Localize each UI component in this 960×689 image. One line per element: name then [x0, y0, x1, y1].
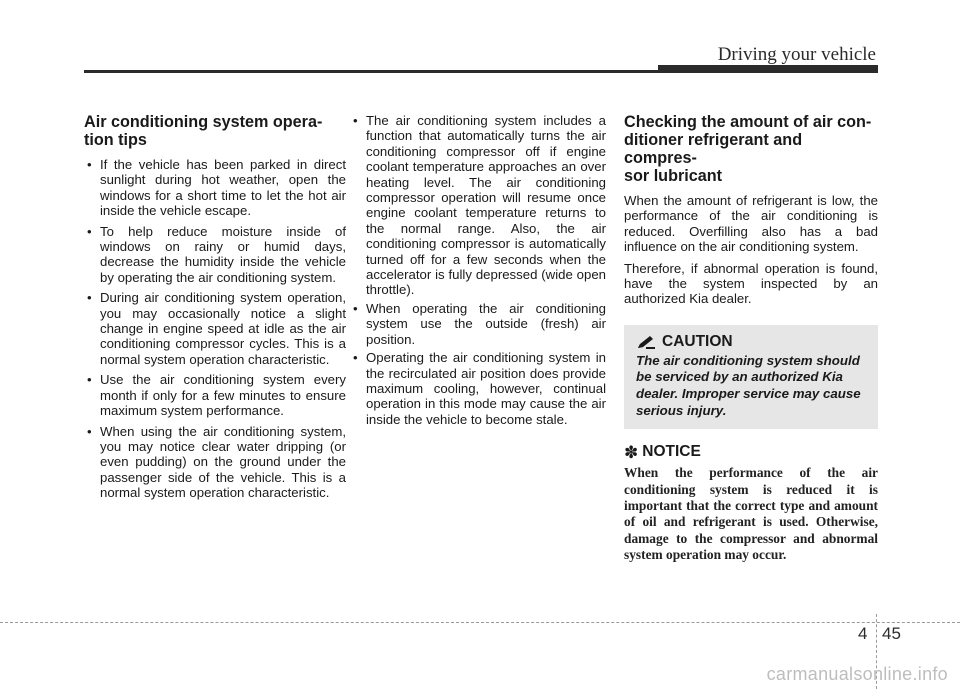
list-item: • To help reduce moisture inside of windows on rainy or humid days, decrease the humidity inside the vehicle by operating the air conditioning system. [84, 224, 346, 286]
refrigerant-paragraph-1: When the amount of refrigerant is low, the performance of the air conditioning is reduced. Overfilling also has a bad influence on the air conditioning system. [624, 193, 878, 255]
list-item: • Use the air conditioning system every month if only for a few minutes to ensure maximum system performance. [84, 372, 346, 418]
title-line: sor lubricant [624, 167, 723, 185]
caution-heading [636, 333, 868, 351]
title-line: tion tips [84, 131, 147, 149]
notice-text: When the performance of the air conditioning system is reduced it is important that the correct type and amount of oil and refrigerant is used. Otherwise, damage to the compressor and abnormal system operation may occur. [624, 465, 878, 563]
running-title: Driving your vehicle [717, 44, 876, 65]
list-item: • Operating the air conditioning system in the recirculated air position does provide maximum cooling, however, continual operation in this mode may cause the air inside the vehicle to become stale. [350, 350, 606, 427]
notice-asterisk-icon: ✽ [624, 442, 639, 462]
title-line: Air conditioning system opera- [84, 113, 323, 131]
watermark: carmanualsonline.info [766, 664, 948, 684]
column-refrigerant-check [624, 113, 878, 564]
list-item: • The air conditioning system includes a function that automatically turns the air conditioning compressor off if engine coolant temperature approaches an over heating level. The air conditioning compressor operation will resume once engine coolant temperature returns to the normal range. Also, the air conditioning compressor is automatically turned off for a few seconds when the accelerator is fully depressed (wide open throttle). [350, 113, 606, 298]
pencil-icon [636, 335, 656, 349]
ac-tips-list [84, 157, 346, 501]
footer-rule [0, 622, 960, 623]
list-item: • During air conditioning system operation, you may occasionally notice a slight change in engine speed at idle as the air conditioning compressor cycles. This is a normal system operation characteristic. [84, 290, 346, 367]
caution-label: CAUTION [662, 332, 733, 350]
chapter-number: 4 [858, 624, 868, 643]
caution-box [624, 325, 878, 429]
column-ac-tips-continued [350, 113, 606, 430]
notice-label: NOTICE [642, 443, 701, 461]
title-line: ditioner refrigerant and compres- [624, 131, 803, 167]
title-line: Checking the amount of air con- [624, 113, 872, 131]
column-ac-tips [84, 113, 346, 506]
list-item: • If the vehicle has been parked in direct sunlight during hot weather, open the windows for a short time to let the hot air inside the vehicle escape. [84, 157, 346, 219]
caution-text: The air conditioning system should be serviced by an authorized Kia dealer. Improper service may cause serious injury. [636, 352, 861, 418]
ac-tips-list-continued [350, 113, 606, 427]
list-item: • When operating the air conditioning system use the outside (fresh) air position. [350, 301, 606, 347]
header-rule-accent [658, 65, 878, 73]
list-item: • When using the air conditioning system, you may notice clear water dripping (or even pudding) on the ground under the passenger side of the vehicle. This is a normal system operation characteristic. [84, 424, 346, 501]
notice-heading [624, 443, 878, 461]
section-title-refrigerant [624, 113, 878, 185]
page-number: 45 [882, 624, 901, 643]
refrigerant-paragraph-2: Therefore, if abnormal operation is found, have the system inspected by an authorized Kia dealer. [624, 260, 878, 307]
section-title-ac-tips [84, 113, 346, 149]
